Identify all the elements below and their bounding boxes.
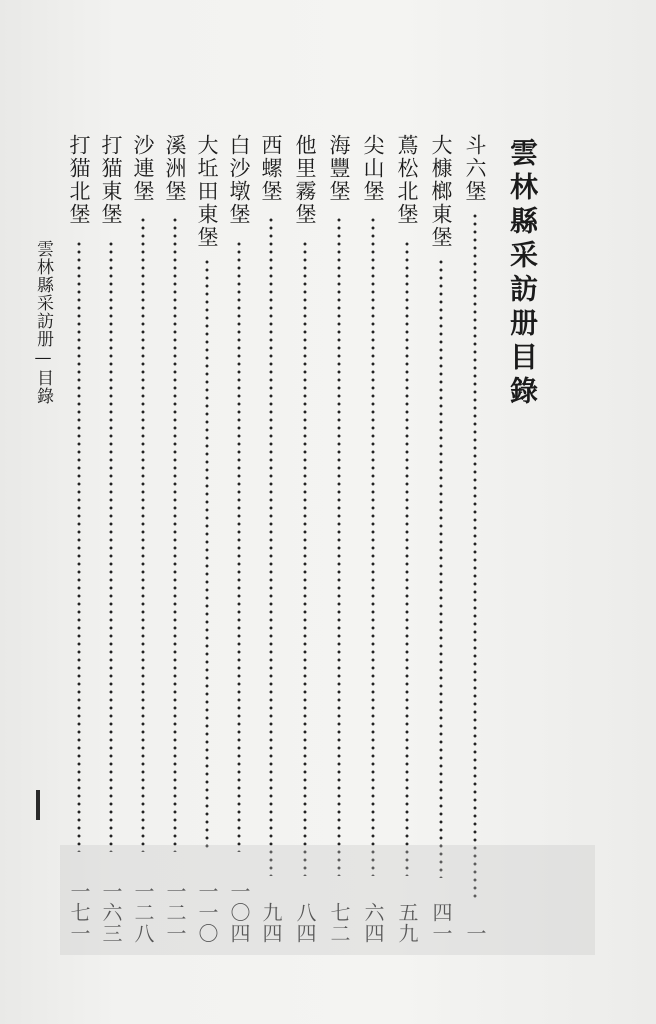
toc-entry-name: 溪洲堡 (163, 134, 187, 203)
toc-entry-page: 九四 (259, 902, 283, 944)
toc-entry-page: 一〇四 (227, 881, 251, 944)
dot-leader (337, 216, 341, 876)
toc-entry-name: 沙連堡 (131, 134, 155, 203)
toc-entry (322, 134, 356, 944)
dot-leader (141, 216, 145, 852)
page-title: 雲林縣采訪册目錄 (506, 138, 539, 410)
dot-leader (205, 258, 209, 852)
toc-entry (62, 134, 96, 944)
toc-entry-page: 八四 (293, 902, 317, 944)
dot-leader (77, 240, 81, 852)
toc-entry-name: 白沙墩堡 (227, 134, 251, 226)
toc-entry (458, 134, 492, 944)
toc-entry-page: 四一 (429, 902, 453, 944)
toc-entry-name: 蔦松北堡 (395, 134, 419, 226)
toc-entry-name: 打猫東堡 (99, 134, 123, 226)
dot-leader (473, 212, 477, 898)
dot-leader (371, 216, 375, 876)
toc-entry-name: 他里霧堡 (293, 134, 317, 226)
toc-entry-name: 打猫北堡 (67, 134, 91, 226)
dot-leader (405, 240, 409, 876)
toc-entry-name: 海豐堡 (327, 134, 351, 203)
toc-entry-name: 尖山堡 (361, 134, 385, 203)
dot-leader (237, 240, 241, 852)
toc-entry (424, 134, 458, 944)
toc-entry-page: 五九 (395, 902, 419, 944)
toc-entry (190, 134, 224, 944)
toc-entry-name: 西螺堡 (259, 134, 283, 203)
toc-entry (390, 134, 424, 944)
toc-entry-page: 一二一 (163, 881, 187, 944)
toc-entry (222, 134, 256, 944)
toc-entry-page: 一二八 (131, 881, 155, 944)
running-head: 雲林縣采訪册—目錄 (33, 240, 53, 405)
dot-leader (439, 258, 443, 878)
toc-entry-name: 斗六堡 (463, 134, 487, 203)
toc-entry-page: 一 (463, 923, 487, 944)
toc-entry (126, 134, 160, 944)
toc-entry (356, 134, 390, 944)
toc-entry-page: 六四 (361, 902, 385, 944)
toc-entry-page: 七二 (327, 902, 351, 944)
toc-entry (158, 134, 192, 944)
dot-leader (269, 216, 273, 876)
toc-entry-page: 一六三 (99, 881, 123, 944)
toc-entry-page: 一一〇 (195, 881, 219, 944)
toc-entry-page: 一七一 (67, 881, 91, 944)
folio-number (36, 790, 40, 820)
dot-leader (109, 240, 113, 852)
watermark (60, 845, 595, 955)
toc-entry (94, 134, 128, 944)
dot-leader (303, 240, 307, 876)
toc-entry-name: 大坵田東堡 (195, 134, 219, 249)
dot-leader (173, 216, 177, 852)
toc-entry-name: 大槺榔東堡 (429, 134, 453, 249)
toc-entry (254, 134, 288, 944)
toc-entry (288, 134, 322, 944)
